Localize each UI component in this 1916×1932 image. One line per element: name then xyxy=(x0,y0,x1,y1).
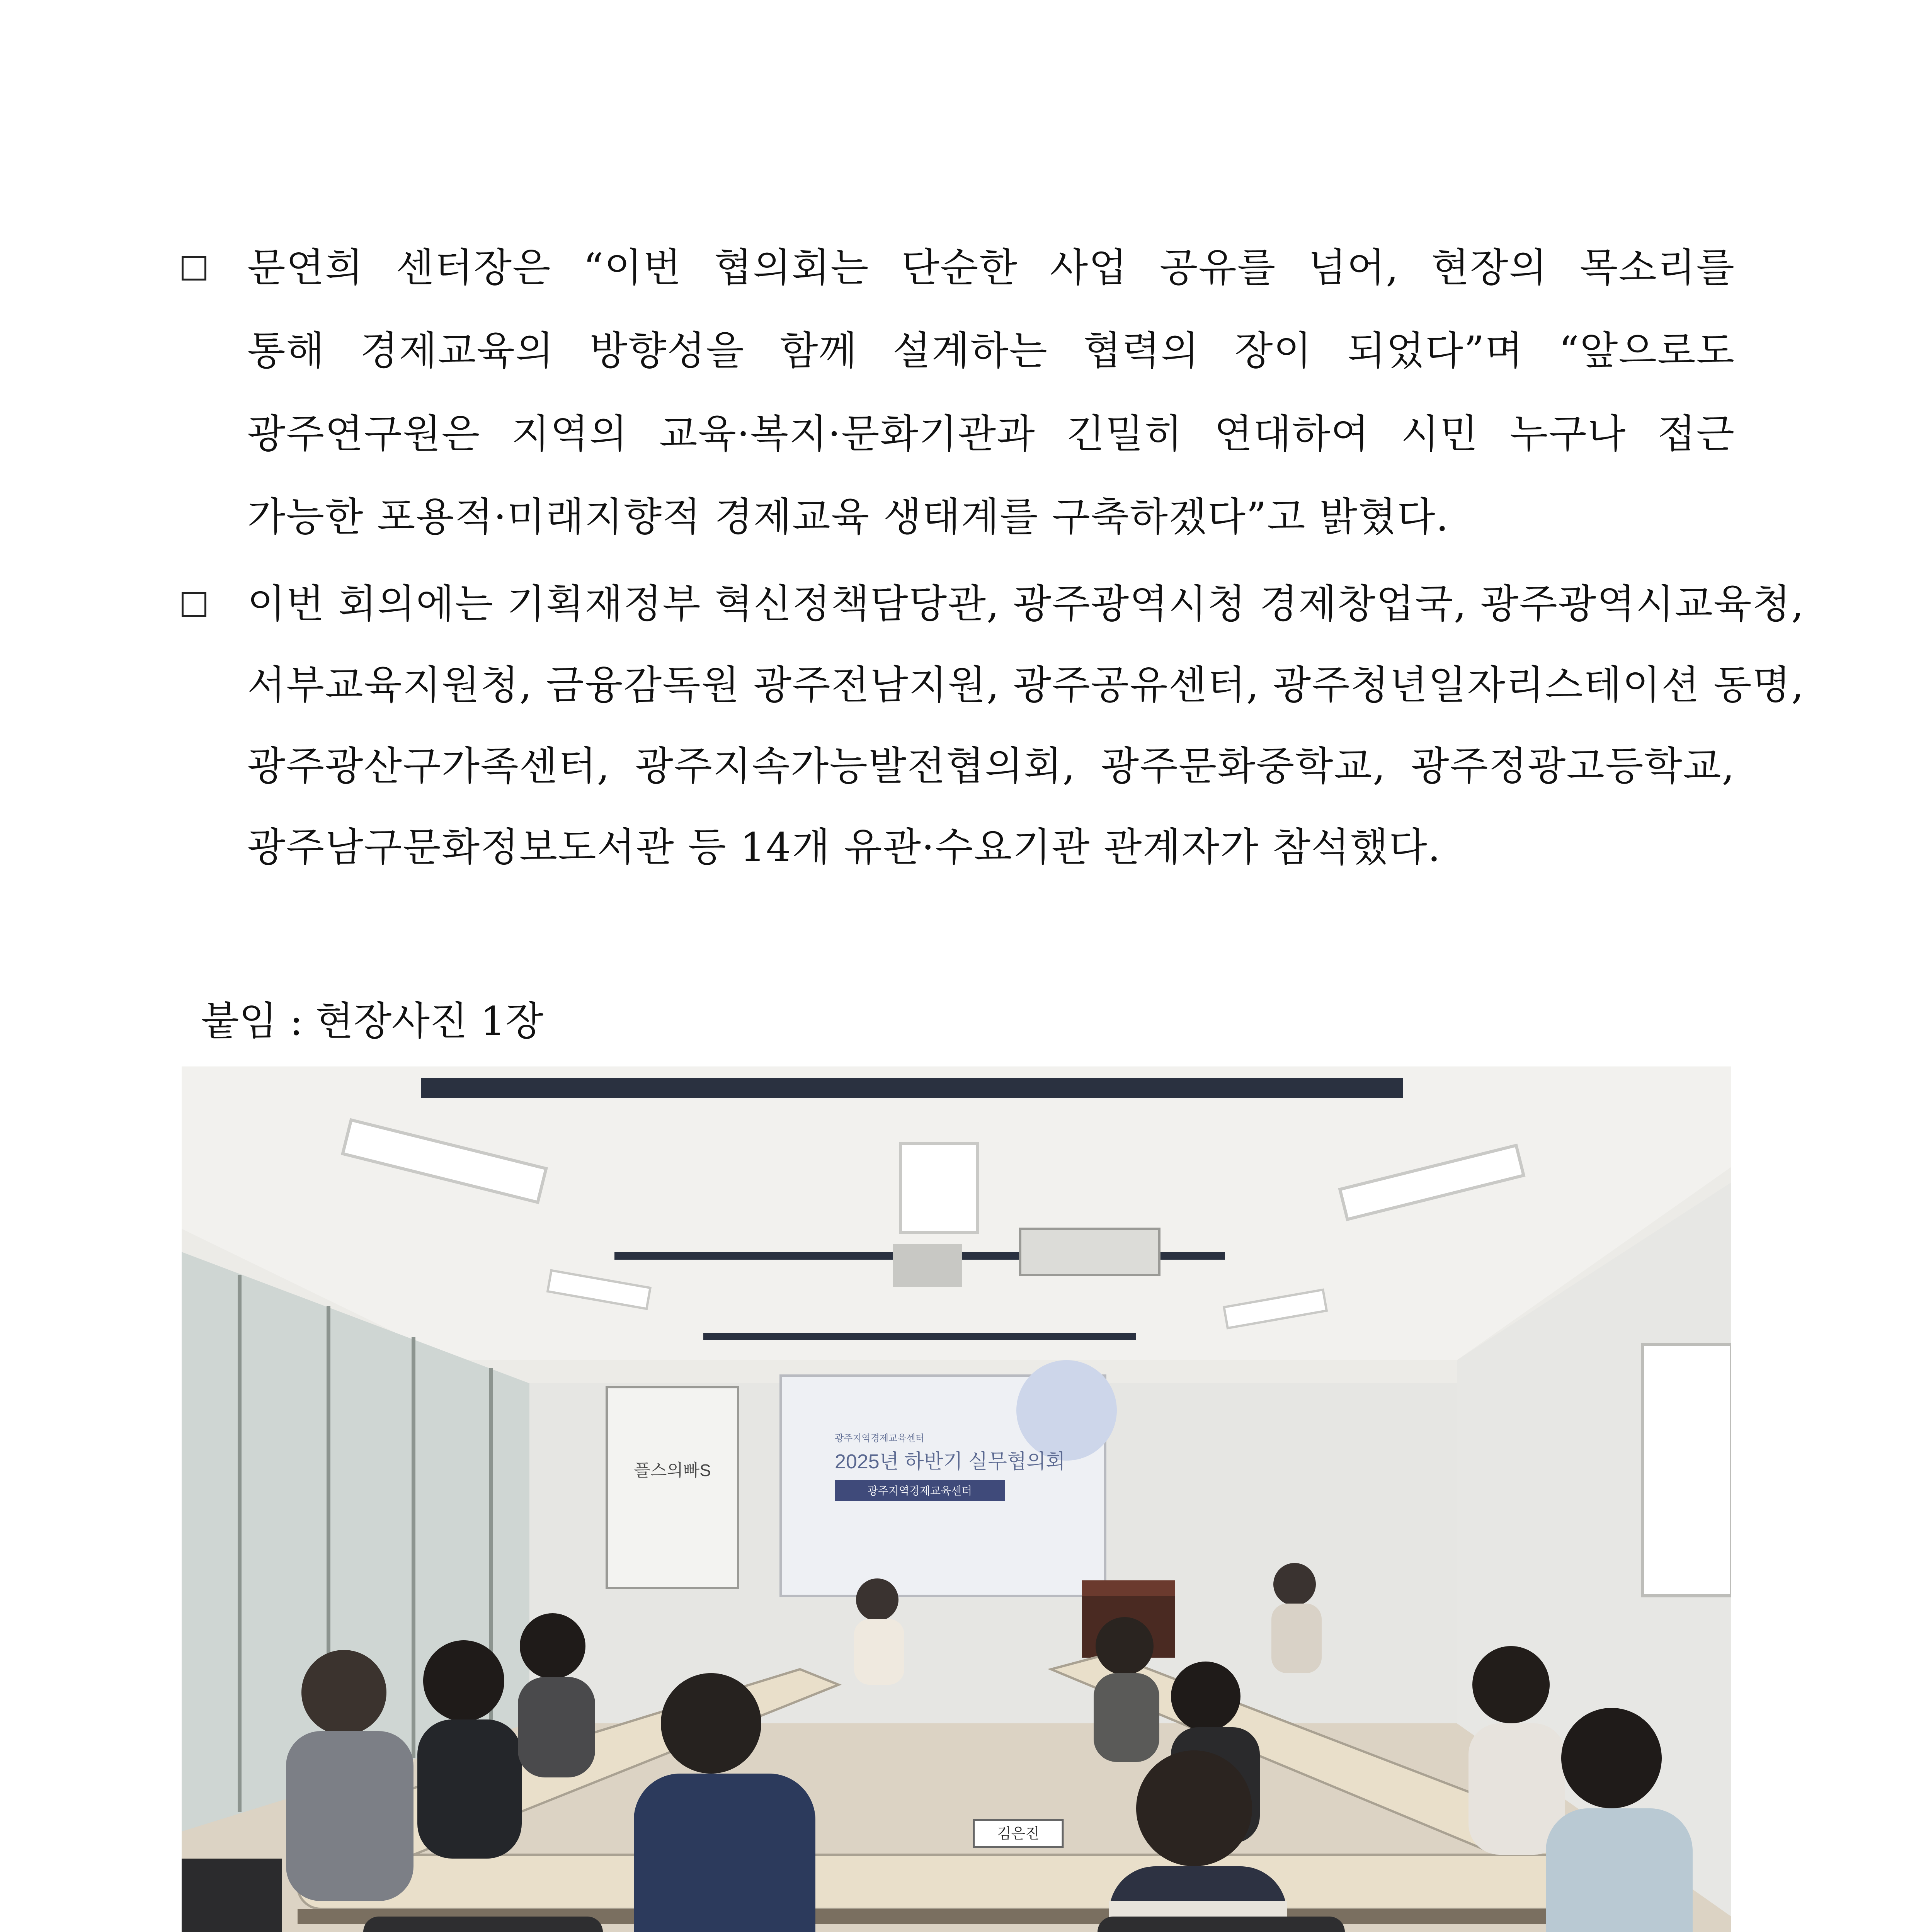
paragraph-line: 이번 회의에는 기획재정부 혁신정책담당관, 광주광역시청 경제창업국, 광주광역시교육청, xyxy=(247,581,1805,627)
screen-subtitle: 광주지역경제교육센터 xyxy=(835,1433,924,1444)
checkbox-bullet xyxy=(182,256,206,281)
name-plate-text: 김은진 xyxy=(997,1826,1040,1842)
paragraph-line: 통해 경제교육의 방향성을 함께 설계하는 협력의 장이 되었다”며 “앞으로도 xyxy=(247,328,1735,374)
paragraph-line: 가능한 포용적·미래지향적 경제교육 생태계를 구축하겠다”고 밝혔다. xyxy=(247,494,1450,540)
attachment-caption: 붙임 : 현장사진 1장 xyxy=(201,998,544,1044)
paragraph-1 xyxy=(182,247,1735,541)
meeting-photo-illustration xyxy=(182,1066,1731,1932)
paragraph-line: 서부교육지원청, 금융감독원 광주전남지원, 광주공유센터, 광주청년일자리스테이션 동명, xyxy=(247,662,1805,708)
screen-title: 2025년 하반기 실무협의회 xyxy=(835,1451,1065,1473)
paragraph-2 xyxy=(182,581,1805,877)
checkbox-bullet xyxy=(182,592,206,617)
paragraph-line: 광주연구원은 지역의 교육·복지·문화기관과 긴밀히 연대하여 시민 누구나 접근 xyxy=(247,411,1735,457)
paragraph-line: 광주광산구가족센터, 광주지속가능발전협의회, 광주문화중학교, 광주정광고등학교, xyxy=(247,743,1735,789)
screen-band-text: 광주지역경제교육센터 xyxy=(867,1485,972,1497)
paragraph-line: 문연희 센터장은 “이번 협의회는 단순한 사업 공유를 넘어, 현장의 목소리를 xyxy=(247,245,1735,291)
meeting-photo xyxy=(182,1066,1731,1932)
wall-sign-text: 플스의빠S xyxy=(634,1461,711,1480)
paragraph-line: 광주남구문화정보도서관 등 14개 유관·수요기관 관계자가 참석했다. xyxy=(247,825,1441,871)
